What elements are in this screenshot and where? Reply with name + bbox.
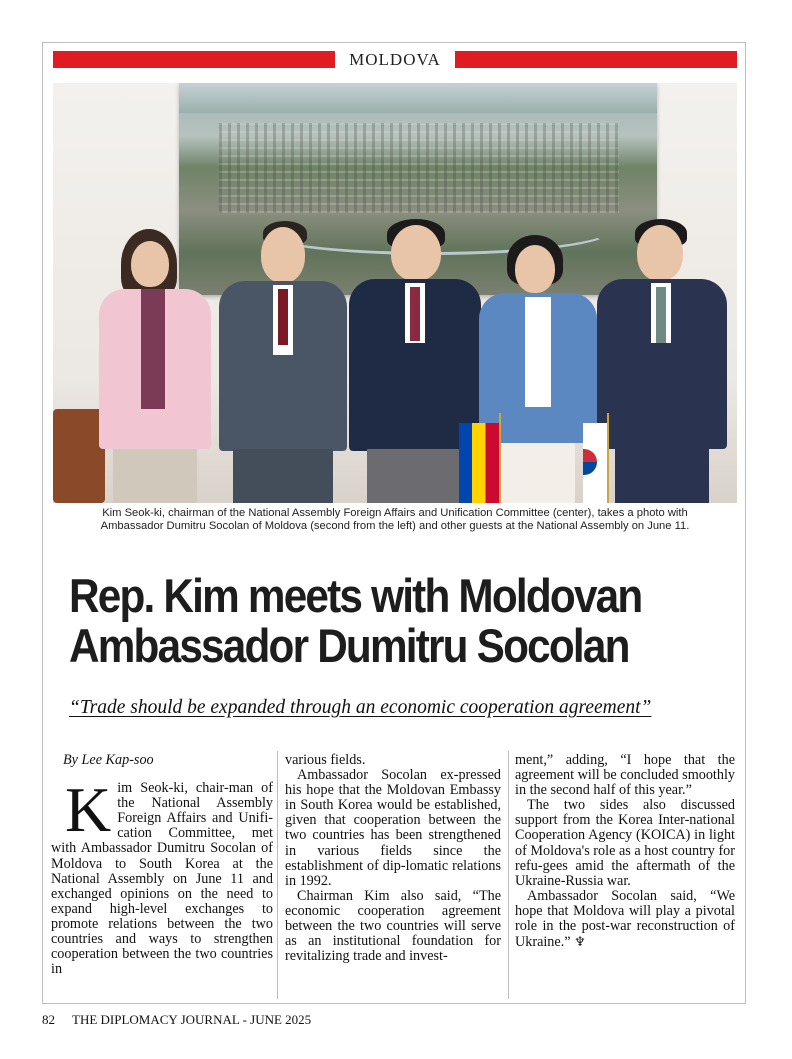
caption-line-1: Kim Seok-ki, chairman of the National Assembly Foreign Affairs and Unification Committee (center), takes a photo with <box>102 507 688 519</box>
publication-name: THE DIPLOMACY JOURNAL - JUNE 2025 <box>72 1012 312 1027</box>
article-column-1 <box>51 753 273 977</box>
person-guest-1 <box>93 229 217 503</box>
column-2-paragraph: various fields. <box>285 752 366 768</box>
column-3-paragraph: ment,” adding, “I hope that the agreement will be concluded smoothly in the second half of this year.” <box>515 752 735 799</box>
headline-line-1: Rep. Kim meets with Moldovan <box>69 569 642 622</box>
article-frame <box>42 42 746 1004</box>
person-ambassador <box>219 221 347 503</box>
photo-caption <box>53 507 737 533</box>
page-number: 82 <box>42 1012 55 1027</box>
headline <box>69 571 663 671</box>
column-2-paragraph: Chairman Kim also said, “The economic cooperation agreement between the two countries will serve as an institutional foundation for revitalizing trade and invest- <box>285 887 501 965</box>
section-header <box>53 49 737 69</box>
caption-line-2: Ambassador Dumitru Socolan of Moldova (second from the left) and other guests at the National Assembly on June 11. <box>100 520 690 532</box>
end-mark-icon: ♆ <box>574 934 586 950</box>
flag-pole <box>607 413 609 503</box>
column-3-last-paragraph <box>515 889 735 950</box>
byline: By Lee Kap-soo <box>63 752 154 768</box>
korea-flag-icon <box>583 423 607 503</box>
column-3-paragraph: The two sides also discussed support from the Korea Inter-national Cooperation Agency (KOICA) in light of Moldova's role as a host country for refu-gees amid the aftermath of the Ukraine-Russia war. <box>515 797 735 889</box>
headline-line-2: Ambassador Dumitru Socolan <box>69 619 629 672</box>
column-1-text: im Seok-ki, chair-man of the National Assembly Foreign Affairs and Unifi-cation Committee, met with Ambassador Dumitru Socolan of Moldova to South Korea at the National Assembly on June 11 and exchanged opinions on the need to expand high-level exchanges to promote relations between the two countries and ways to strengthen cooperation between the two countries in <box>51 780 273 978</box>
page-footer <box>42 1012 311 1028</box>
section-label: MOLDOVA <box>349 50 441 69</box>
section-bar-right <box>455 51 737 68</box>
flag-pole <box>499 413 501 503</box>
article-column-3 <box>515 753 735 950</box>
person-guest-3 <box>597 219 727 503</box>
moldova-flag-icon <box>459 423 499 503</box>
article-photo <box>53 83 737 503</box>
column-2-paragraph: Ambassador Socolan ex-pressed his hope that the Moldovan Embassy in South Korea would be established, given that cooperation between the two countries has been strengthened in various fields since the establishment of dip-lomatic relations in 1992. <box>285 767 501 889</box>
section-bar-left <box>53 51 335 68</box>
column-divider <box>508 751 509 999</box>
subhead: “Trade should be expanded through an economic cooperation agreement” <box>69 697 652 718</box>
column-3-paragraph: Ambassador Socolan said, “We hope that Moldova will play a pivotal role in the post-war reconstruction of Ukraine.” <box>515 887 735 951</box>
article-column-2 <box>285 753 501 964</box>
column-divider <box>277 751 278 999</box>
drop-cap: K <box>65 774 112 846</box>
